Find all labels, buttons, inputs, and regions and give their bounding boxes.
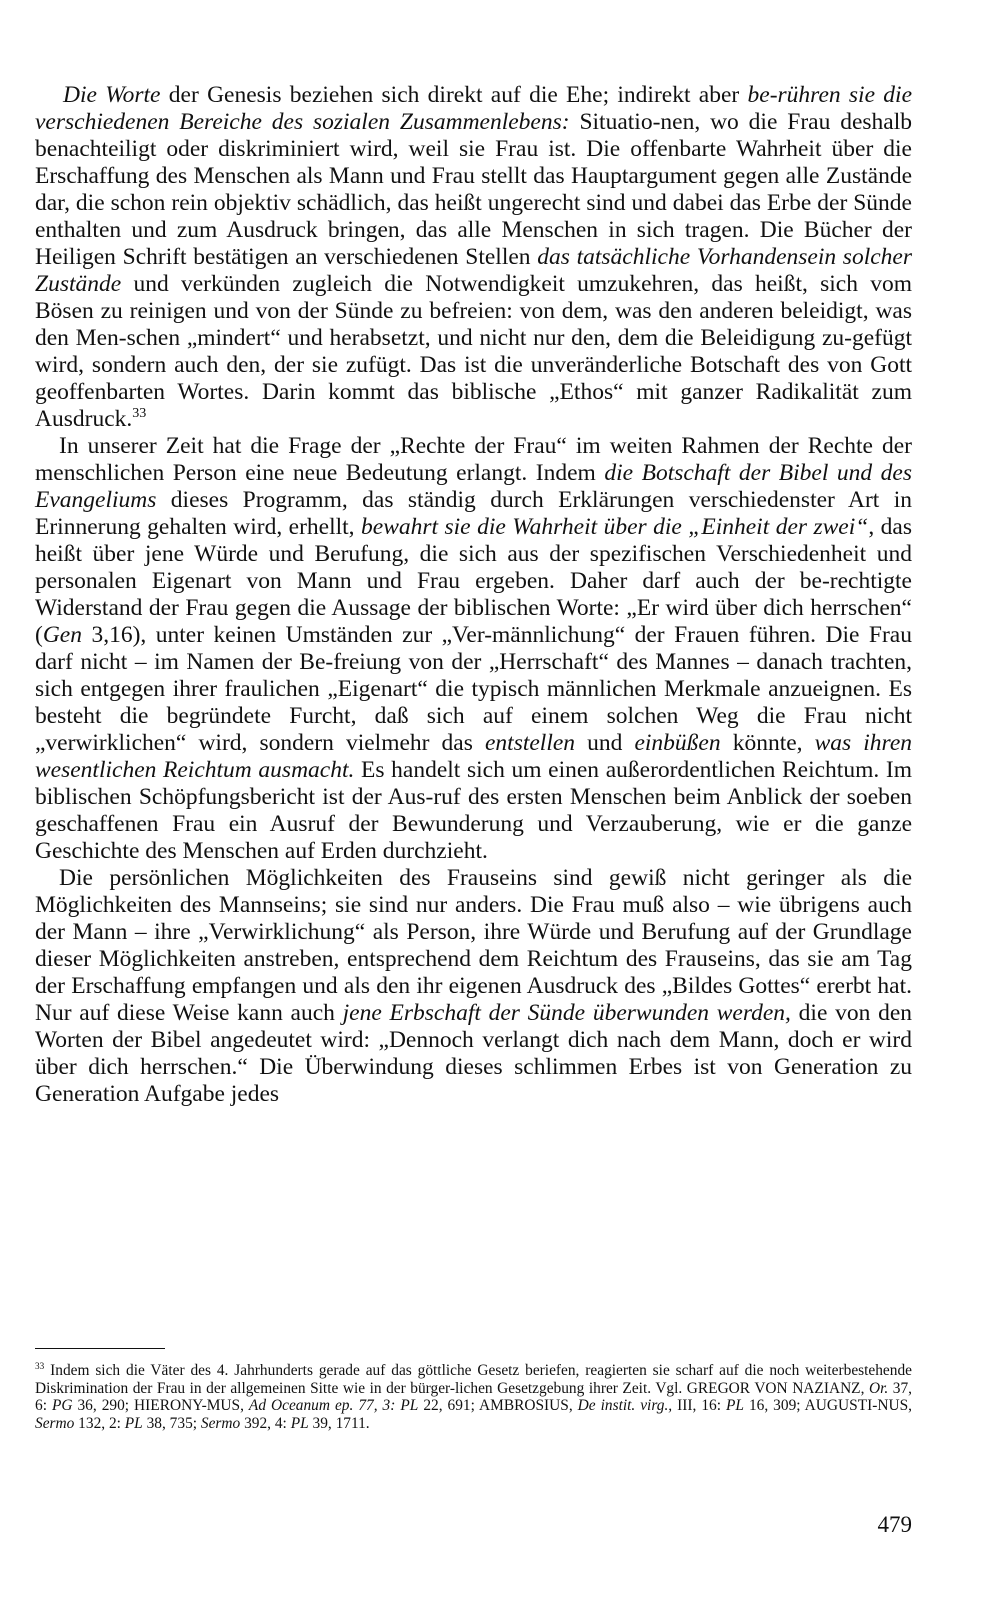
text-run: Indem sich die Väter des 4. Jahrhunderts gerade auf das göttliche Gesetz beriefen, reagierten sie scharf auf die noch weiterbestehende Diskrimination der Frau in der allgemeinen Sitte wie in der bürger-lichen Gesetzgebung ihrer Zeit. Vgl. GREGOR VON NAZIANZ, xyxy=(35,1362,912,1397)
emphasis: jene Erbschaft der Sünde überwunden werden, xyxy=(342,1000,791,1026)
emphasis: was ihren wesentlichen Reichtum ausmacht. xyxy=(35,730,912,783)
text-run: und verkünden zugleich die Notwendigkeit umzukehren, das heißt, sich vom Bösen zu reinigen und von der Sünde zu befreien: von dem, was den anderen beleidigt, was den Men-schen „mindert“ und herabsetzt, und nicht nur den, dem die Beleidigung zu-gefügt wird, sondern auch den, der sie zufügt. Das ist die unveränderliche Botschaft des von Gott geoffenbarten Wortes. Darin kommt das biblische „Ethos“ mit ganzer Radikalität zum Ausdruck. xyxy=(35,271,912,432)
text-run: könnte, xyxy=(720,730,815,756)
text-run: Situatio-nen, wo die Frau deshalb benachteiligt oder diskriminiert wird, weil sie Frau ist. Die offenbarte Wahrheit über die Erschaffung des Menschen als Mann und Frau stellt das Hauptargument gegen alle Zustände dar, die schon rein objektiv schädlich, das heißt ungerecht sind und dabei das Erbe der Sünde enthalten und zum Ausdruck bringen, das alle Menschen in sich tragen. Die Bücher der Heiligen Schrift bestätigen an verschiedenen Stellen xyxy=(35,109,912,270)
emphasis: einbüßen xyxy=(634,730,721,756)
emphasis: das tatsächliche Vorhandensein solcher Zustände xyxy=(35,244,912,297)
text-run: die von den Worten der Bibel angedeutet wird: „Dennoch verlangt dich nach dem Mann, doch er wird über dich herrschen.“ Die Überwindung dieses schlimmen Erbes ist von Generation zu Generation Aufgabe jedes xyxy=(35,1000,913,1107)
emphasis: PG xyxy=(51,1397,73,1414)
text-run: III, 16: xyxy=(672,1397,726,1414)
text-run: 16, 309; AUGUSTI-NUS, xyxy=(743,1397,912,1414)
text-run: In unserer Zeit hat die Frage der „Rechte der Frau“ im weiten Rahmen der Rechte der menschlichen Person eine neue Bedeutung erlangt. Indem xyxy=(35,433,912,486)
emphasis: be-rühren sie die verschiedenen Bereiche des sozialen Zusammenlebens: xyxy=(35,82,913,135)
footnote-33 xyxy=(35,1362,912,1432)
text-run: Die persönlichen Möglichkeiten des Frauseins sind gewiß nicht geringer als die Möglichkeiten des Mannseins; sie sind nur anders. Die Frau muß also – wie übrigens auch der Mann – ihre „Verwirklichung“ als Person, ihre Würde und Berufung auf der Grundlage dieser Möglichkeiten anstreben, entsprechend dem Reichtum des Frauseins, das sie am Tag der Erschaffung empfangen und als den ihr eigenen Ausdruck des „Bildes Gottes“ ererbt hat. Nur auf diese Weise kann auch xyxy=(35,865,912,1026)
paragraph-1 xyxy=(35,82,912,433)
text-run: 22, 691; AMBROSIUS, xyxy=(418,1397,578,1414)
main-text xyxy=(35,82,912,1108)
footnote xyxy=(35,1362,912,1432)
text-run: Es handelt sich um einen außerordentlichen Reichtum. Im biblischen Schöpfungsbericht ist der Aus-ruf des ersten Menschen beim Anblick der soeben geschaffenen Frau ein Ausruf der Bewunderung und Verzauberung, wie er die ganze Geschichte des Menschen auf Erden durchzieht. xyxy=(35,757,912,864)
emphasis: De instit. virg., xyxy=(577,1397,673,1414)
emphasis: Ad Oceanum ep. 77, 3: PL xyxy=(248,1397,419,1414)
paragraph-3 xyxy=(35,865,912,1108)
emphasis: PL xyxy=(124,1414,143,1432)
text-run: dieses Programm, das ständig durch Erklärungen verschiedenster Art in Erinnerung gehalten wird, erhellt, xyxy=(35,487,912,540)
emphasis: Or. xyxy=(868,1379,889,1397)
emphasis: Sermo xyxy=(200,1414,241,1432)
text-run: 39, 1711. xyxy=(308,1414,370,1432)
text-run: 132, 2: xyxy=(74,1414,125,1432)
text-run: , das heißt über jene Würde und Berufung, die sich aus der spezifischen Verschiedenheit und personalen Eigenart von Mann und Frau ergeben. Daher darf auch der be-rechtigte Widerstand der Frau gegen die Aussage der biblischen Worte: „Er wird über dich herrschen“ ( xyxy=(35,514,913,648)
text-run: der Genesis beziehen sich direkt auf die Ehe; indirekt aber xyxy=(160,82,748,108)
text-run: und xyxy=(575,730,635,756)
text-run: 38, 735; xyxy=(142,1414,201,1432)
paragraph-2 xyxy=(35,433,912,865)
emphasis: Gen xyxy=(42,622,82,648)
footnote-reference: 33 xyxy=(132,405,147,422)
text-run: 36, 290; HIERONY-MUS, xyxy=(72,1397,249,1414)
page-number: 479 xyxy=(877,1512,912,1537)
text-run: 3,16), unter keinen Umständen zur „Ver-männlichung“ der Frauen führen. Die Frau darf nicht – im Namen der Be-freiung von der „Herrschaft“ des Mannes – danach trachten, sich entgegen ihrer fraulichen „Eigenart“ die typisch männlichen Merkmale anzueignen. Es besteht die begründete Furcht, daß sich auf einem solchen Weg die Frau nicht „verwirklichen“ wird, sondern vielmehr das xyxy=(35,622,912,756)
emphasis: die Botschaft der Bibel und des Evangeliums xyxy=(35,460,912,513)
emphasis: Die Worte xyxy=(63,82,161,108)
emphasis: PL xyxy=(726,1397,744,1414)
emphasis: entstellen xyxy=(484,730,576,756)
emphasis: bewahrt sie die Wahrheit über die „Einheit der zwei“ xyxy=(361,514,869,540)
footnote-number: 33 xyxy=(35,1360,45,1371)
text-run: 37, 6: xyxy=(35,1379,912,1414)
text-run: 392, 4: xyxy=(240,1414,291,1432)
footnote-divider xyxy=(35,1348,165,1349)
emphasis: Sermo xyxy=(35,1414,75,1432)
emphasis: PL xyxy=(290,1414,309,1432)
